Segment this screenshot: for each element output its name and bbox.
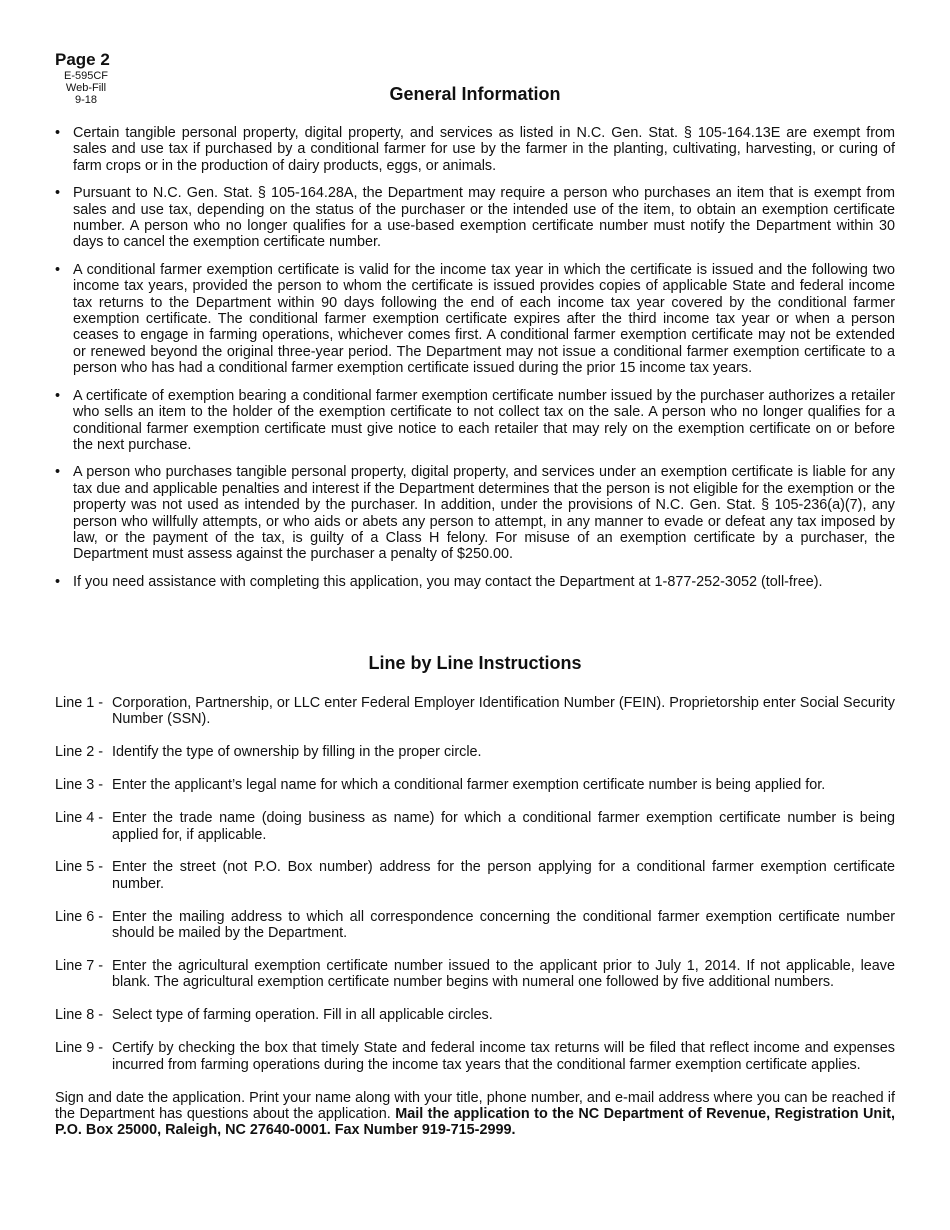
instruction-line-5 [55,859,895,892]
general-information-title: General Information [389,84,561,104]
line-label: Line 8 - [55,1007,103,1024]
bullet-text: Pursuant to N.C. Gen. Stat. § 105-164.28A, the Department may require a person who purchases an item that is exempt from sales and use tax, depending on the status of the purchaser or the intended use of the item, to obtain an exemption certificate number. A person who no longer qualifies for a use-based exemption certificate number must notify the Department within 30 days to cancel the exemption certificate number. [73,185,895,251]
bullet-text: Certain tangible personal property, digital property, and services as listed in N.C. Gen. Stat. § 105-164.13E are exempt from sales and use tax if purchased by a conditional farmer for use by the farmer in the planting, cultivating, harvesting, or curing of farm crops or in the production of dairy products, eggs, or animals. [73,125,895,174]
line-instructions [55,695,895,1139]
mailing-instructions: Mail the application to the NC Department of Revenue, Registration Unit, P.O. Box 25000, Raleigh, NC 27640-0001. Fax Number 919-715-2999. [55,1106,895,1139]
line-text: Enter the agricultural exemption certificate number issued to the applicant prior to July 1, 2014. If not applicable, leave blank. The agricultural exemption certificate number begins with numeral one followed by five additional numbers. [112,958,895,991]
bullet-icon: • [55,464,61,481]
instruction-line-1 [55,695,895,728]
line-label: Line 5 - [55,859,103,876]
line-text: Enter the mailing address to which all correspondence concerning the conditional farmer exemption certificate number should be mailed by the Department. [112,908,895,942]
form-revision: 9-18 [74,94,98,106]
list-item [55,464,895,562]
list-item [55,185,895,251]
bullet-icon: • [55,387,61,404]
instruction-line-9 [55,1040,895,1073]
closing-paragraph [55,1090,895,1139]
list-item [55,388,895,454]
instruction-line-8 [55,1007,895,1023]
line-instructions-title: Line by Line Instructions [368,653,582,673]
line-label: Line 6 - [55,908,103,925]
bullet-text: A conditional farmer exemption certificate is valid for the income tax year in which the certificate is issued and the following two income tax years, provided the person to whom the certificate is issued provides copies of applicable State and federal income tax returns to the Department within 90 days following the end of each income tax year covered by the conditional farmer exemption certificate. The conditional farmer exemption certificate expires after the third income tax year or when a person ceases to engage in farming operations, whichever comes first. A conditional farmer exemption certificate may not be extended or renewed beyond the original three-year period. The Department may not issue a conditional farmer exemption certificate to a person who has had a conditional farmer exemption certificate issued during the prior 15 income tax years. [73,261,895,377]
line-text: Corporation, Partnership, or LLC enter Federal Employer Identification Number (FEIN). Proprietorship enter Social Security Number (SSN). [112,695,895,728]
line-label: Line 2 - [55,744,103,761]
line-label: Line 4 - [55,810,103,827]
bullet-icon: • [55,185,61,202]
list-item [55,574,895,590]
instruction-line-4 [55,810,895,843]
list-item [55,125,895,174]
line-text: Enter the trade name (doing business as name) for which a conditional farmer exemption certificate number is being applied for, if applicable. [112,810,895,843]
form-code: E-595CF [63,70,109,82]
bullet-text: If you need assistance with completing this application, you may contact the Department at 1-877-252-3052 (toll-free). [73,573,823,590]
line-text: Enter the street (not P.O. Box number) address for the person applying for a conditional farmer exemption certificate number. [112,859,895,892]
bullet-text: A person who purchases tangible personal property, digital property, and services under an exemption certificate is liable for any tax due and applicable penalties and interest if the Department determines that the person is not eligible for the exemption or the property was not used as intended by the purchaser. In addition, under the provisions of N.C. Gen. Stat. § 105-236(a)(7), any person who willfully attempts, or who aids or abets any person to attempt, in any manner to evade or defeat any tax imposed by law, or the payment of the tax, is guilty of a Class H felony. For misuse of an exemption certificate by a purchaser, the Department must assess against the purchaser a penalty of $250.00. [73,464,895,563]
instruction-line-6 [55,909,895,942]
line-text: Identify the type of ownership by filling in the proper circle. [112,744,482,761]
line-label: Line 7 - [55,958,103,975]
bullet-text: A certificate of exemption bearing a conditional farmer exemption certificate number issued by the purchaser authorizes a retailer who sells an item to the holder of the exemption certificate to not collect tax on the sale. A person who no longer qualifies for a conditional farmer exemption certificate must give notice to each retailer that may rely on the exemption certificate on or before the next purchase. [73,387,895,453]
bullet-icon: • [55,125,61,141]
line-label: Line 1 - [55,695,103,711]
line-label: Line 9 - [55,1040,103,1057]
general-information-list [55,125,895,601]
bullet-icon: • [55,261,61,278]
instruction-line-7 [55,958,895,991]
line-text: Select type of farming operation. Fill in all applicable circles. [112,1007,493,1024]
line-text: Certify by checking the box that timely State and federal income tax returns will be filed that reflect income and expenses incurred from farming operations during the income tax years that the conditional farmer exemption certificate applies. [112,1040,895,1073]
instruction-line-3 [55,777,895,793]
line-label: Line 3 - [55,777,103,794]
list-item [55,262,895,377]
closing-text: Sign and date the application. Print your name along with your title, phone number, and e-mail address where you can be reached if the Department has questions about the application. [55,1089,895,1122]
page-number: Page 2 [55,50,110,69]
form-variant: Web-Fill [65,82,107,94]
instruction-line-2 [55,744,895,760]
line-text: Enter the applicant’s legal name for which a conditional farmer exemption certificate number is being applied for. [112,777,826,794]
bullet-icon: • [55,573,61,590]
